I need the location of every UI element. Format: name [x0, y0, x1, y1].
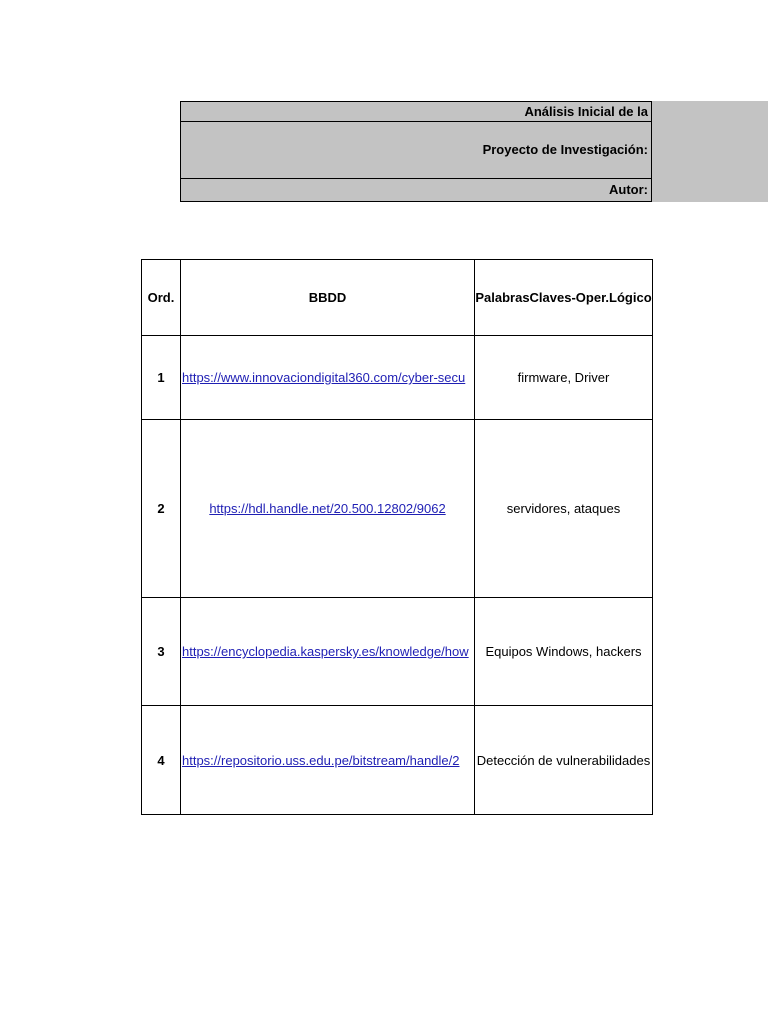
column-header-keywords: PalabrasClaves-Oper.Lógico [475, 260, 653, 336]
sheet-title: Análisis Inicial de la [180, 101, 652, 122]
row-ord: 2 [142, 420, 181, 598]
row-bbdd-cell [181, 706, 475, 815]
table-row [142, 598, 653, 706]
bbdd-link[interactable]: https://hdl.handle.net/20.500.12802/9062 [209, 501, 446, 516]
bbdd-link[interactable]: https://encyclopedia.kaspersky.es/knowledge/how [182, 644, 469, 659]
column-header-bbdd: BBDD [181, 260, 475, 336]
project-label: Proyecto de Investigación: [180, 121, 652, 179]
row-keywords: servidores, ataques [475, 420, 653, 598]
row-keywords: Equipos Windows, hackers [475, 598, 653, 706]
table-row [142, 706, 653, 815]
row-ord: 4 [142, 706, 181, 815]
row-keywords: Detección de vulnerabilidades [475, 706, 653, 815]
search-table [141, 259, 653, 815]
column-header-ord: Ord. [142, 260, 181, 336]
row-bbdd-cell [181, 336, 475, 420]
header-gray-fill [651, 101, 768, 202]
row-ord: 1 [142, 336, 181, 420]
bbdd-link[interactable]: https://www.innovaciondigital360.com/cyber-secu [182, 370, 466, 385]
table-row [142, 420, 653, 598]
row-ord: 3 [142, 598, 181, 706]
table-header-row [142, 260, 653, 336]
bbdd-link[interactable]: https://repositorio.uss.edu.pe/bitstream/handle/2 [182, 752, 460, 768]
row-bbdd-cell [181, 420, 475, 598]
table-row [142, 336, 653, 420]
row-keywords: firmware, Driver [475, 336, 653, 420]
row-bbdd-cell [181, 598, 475, 706]
author-label: Autor: [180, 178, 652, 202]
